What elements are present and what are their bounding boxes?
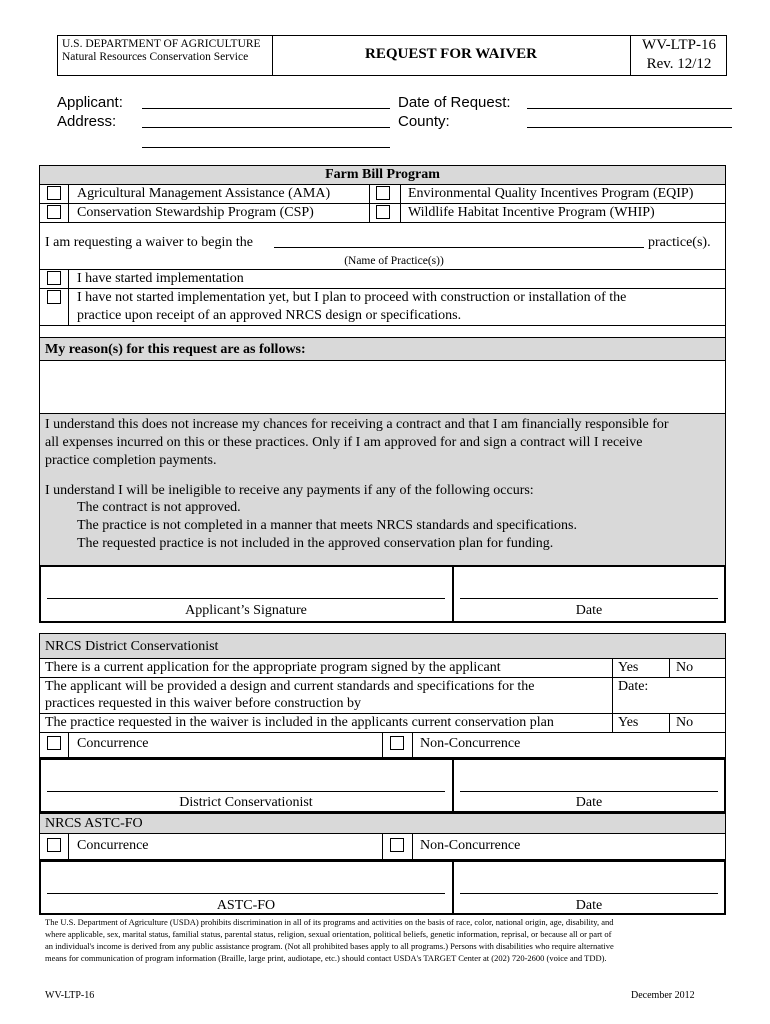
dc-concurrence-label: Concurrence: [77, 736, 149, 751]
astc-non-concurrence-checkbox[interactable]: [390, 838, 404, 852]
applicant-field[interactable]: [142, 108, 390, 109]
dc-non-concurrence-checkbox[interactable]: [390, 736, 404, 750]
rule: [382, 833, 383, 860]
rule: [68, 732, 69, 758]
address-field-2[interactable]: [142, 147, 390, 148]
rule: [39, 288, 726, 289]
disclaimer-line-4: means for communication of program information (Braille, large print, audiotape, etc.) should contact USDA's TARGET Center at (202) 720-2600 (voice and TDD).: [45, 953, 607, 963]
not-started-label-2: practice upon receipt of an approved NRCS design or specifications.: [77, 308, 462, 323]
understanding-line-2: all expenses incurred on this or these practices. Only if I am approved for and sign a contract will I receive: [45, 435, 643, 450]
applicant-signature-label: Applicant’s Signature: [185, 603, 307, 618]
not-started-label-1: I have not started implementation yet, but I plan to proceed with construction or installation of the: [77, 290, 627, 305]
rule: [39, 222, 726, 223]
rule: [369, 184, 370, 222]
applicant-date-label: Date: [575, 603, 603, 618]
astc-heading: NRCS ASTC-FO: [45, 816, 143, 831]
reasons-heading: My reason(s) for this request are as follows:: [45, 342, 306, 357]
practice-name-field[interactable]: [274, 247, 644, 248]
dc-concurrence-checkbox[interactable]: [47, 736, 61, 750]
date-of-request-label: Date of Request:: [398, 94, 511, 111]
farm-bill-heading: Farm Bill Program: [325, 167, 440, 182]
dc-date-label: Date: [575, 795, 603, 810]
dc-q1-yes[interactable]: Yes: [618, 660, 639, 675]
whip-checkbox[interactable]: [376, 205, 390, 219]
applicant-label: Applicant:: [57, 94, 123, 111]
applicant-date-field[interactable]: [460, 598, 718, 599]
astc-signature-field[interactable]: [47, 893, 445, 894]
agency-line-2: Natural Resources Conservation Service: [62, 51, 249, 63]
dc-question-1: There is a current application for the appropriate program signed by the applicant: [45, 660, 501, 675]
rule: [412, 732, 413, 758]
dc-question-2-line-1: The applicant will be provided a design and current standards and specifications for the: [45, 679, 535, 694]
agency-line-1: U.S. DEPARTMENT OF AGRICULTURE: [62, 38, 261, 50]
eqip-checkbox[interactable]: [376, 186, 390, 200]
not-started-checkbox[interactable]: [47, 290, 61, 304]
rule: [68, 184, 69, 222]
rule: [669, 658, 670, 677]
condition-1: The contract is not approved.: [77, 500, 241, 515]
disclaimer-line-1: The U.S. Department of Agriculture (USDA) prohibits discrimination in all of its programs and activities on the basis of race, color, national origin, age, disability, and: [45, 917, 614, 927]
rule: [39, 203, 726, 204]
dc-q3-no[interactable]: No: [676, 715, 694, 730]
rule: [39, 325, 726, 326]
csp-checkbox[interactable]: [47, 205, 61, 219]
astc-concurrence-label: Concurrence: [77, 838, 149, 853]
started-checkbox[interactable]: [47, 271, 61, 285]
practice-request-prefix: I am requesting a waiver to begin the: [45, 235, 253, 250]
date-of-request-field[interactable]: [527, 108, 732, 109]
rule: [669, 713, 670, 732]
whip-label: Wildlife Habitat Incentive Program (WHIP): [408, 205, 655, 220]
astc-concurrence-checkbox[interactable]: [47, 838, 61, 852]
rule: [39, 713, 726, 714]
astc-heading-band: [40, 814, 725, 833]
disclaimer-line-2: where applicable, sex, marital status, familial status, parental status, religion, sexual orientation, political beliefs, genetic information, reprisal, or because all or part of: [45, 929, 612, 939]
ineligible-intro: I understand I will be ineligible to receive any payments if any of the following occurs:: [45, 483, 534, 498]
understanding-line-1: I understand this does not increase my chances for receiving a contract and that I am financially responsible for: [45, 417, 669, 432]
rule: [39, 269, 726, 270]
disclaimer-line-3: an individual's income is derived from any public assistance program. (Not all prohibited bases apply to all programs.) Persons with disabilities who require alternative: [45, 941, 614, 951]
rule: [39, 184, 726, 185]
dc-q3-yes[interactable]: Yes: [618, 715, 639, 730]
rule: [39, 677, 726, 678]
footer-form-id: WV-LTP-16: [45, 990, 95, 1001]
county-label: County:: [398, 113, 450, 130]
ama-label: Agricultural Management Assistance (AMA): [77, 186, 331, 201]
astc-non-concurrence-label: Non-Concurrence: [420, 838, 521, 853]
ama-checkbox[interactable]: [47, 186, 61, 200]
astc-date-field[interactable]: [460, 893, 718, 894]
footer-date: December 2012: [631, 990, 695, 1001]
rule: [452, 861, 454, 914]
rule: [382, 732, 383, 758]
astc-date-label: Date: [575, 898, 603, 913]
form-revision: Rev. 12/12: [646, 56, 712, 72]
applicant-signature-field[interactable]: [47, 598, 445, 599]
practice-name-caption: (Name of Practice(s)): [344, 255, 444, 267]
eqip-label: Environmental Quality Incentives Program (EQIP): [408, 186, 694, 201]
rule: [452, 759, 454, 812]
reasons-input-area[interactable]: [40, 361, 725, 413]
condition-2: The practice is not completed in a manner that meets NRCS standards and specifications.: [77, 518, 577, 533]
rule: [400, 184, 401, 222]
address-label: Address:: [57, 113, 117, 130]
rule: [68, 833, 69, 860]
condition-3: The requested practice is not included in the approved conservation plan for funding.: [77, 536, 554, 551]
form-id: WV-LTP-16: [642, 37, 716, 53]
rule: [452, 566, 454, 622]
understanding-line-3: practice completion payments.: [45, 453, 217, 468]
dc-signature-field[interactable]: [47, 791, 445, 792]
address-field-1[interactable]: [142, 127, 390, 128]
district-heading: NRCS District Conservationist: [45, 639, 219, 654]
started-label: I have started implementation: [77, 271, 244, 286]
practice-request-suffix: practice(s).: [648, 235, 711, 250]
county-field[interactable]: [527, 127, 732, 128]
rule: [412, 833, 413, 860]
form-title: REQUEST FOR WAIVER: [365, 46, 537, 62]
rule: [612, 658, 613, 732]
dc-signature-label: District Conservationist: [179, 795, 313, 810]
dc-q1-no[interactable]: No: [676, 660, 694, 675]
csp-label: Conservation Stewardship Program (CSP): [77, 205, 314, 220]
dc-question-2-line-2: practices requested in this waiver before construction by: [45, 696, 362, 711]
dc-non-concurrence-label: Non-Concurrence: [420, 736, 521, 751]
rule: [68, 269, 69, 325]
astc-signature-label: ASTC-FO: [216, 898, 276, 913]
rule: [39, 658, 726, 659]
dc-date-field[interactable]: [460, 791, 718, 792]
dc-question-3: The practice requested in the waiver is included in the applicants current conservation plan: [45, 715, 554, 730]
dc-q2-date-label: Date:: [618, 679, 649, 694]
